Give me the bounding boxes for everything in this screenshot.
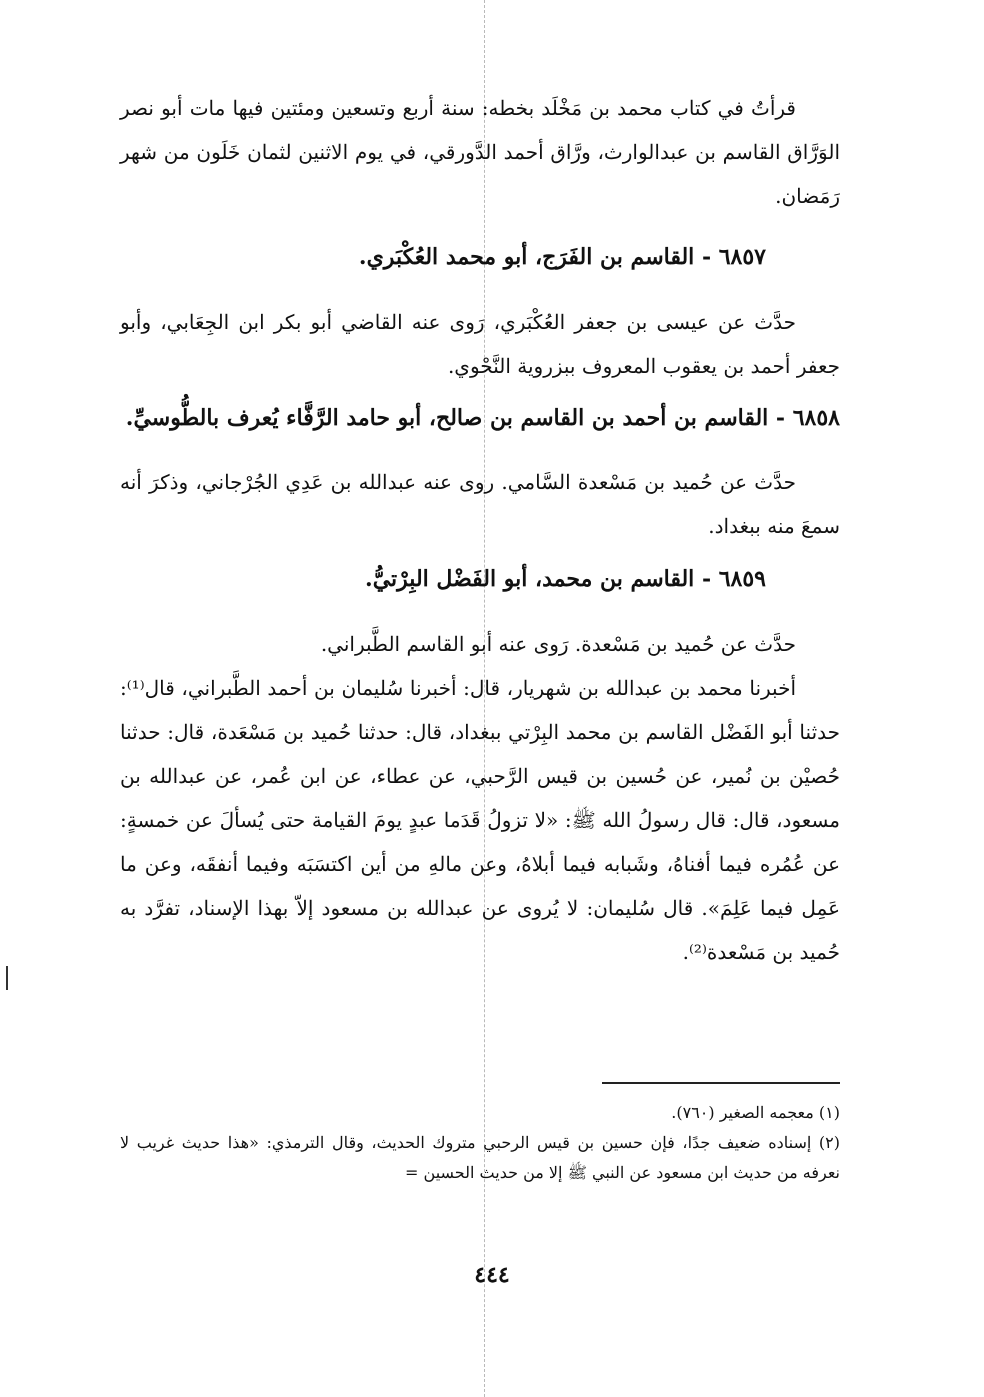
footnote-1: (١) معجمه الصغير (٧٦٠). [671, 1103, 840, 1122]
footnote-2: (٢) إسناده ضعيف جدًا، فإن حسين بن قيس الرحبي متروك الحديث، وقال الترمذي: «هذا حديث غريب لا نعرفه من حديث ابن مسعود عن النبي ﷺ إلا من حديث الحسين = [120, 1133, 840, 1182]
main-text [120, 86, 840, 974]
footnote-divider [602, 1082, 840, 1084]
entry-heading-6859: ٦٨٥٩ - القاسم بن محمد، أبو الفَضْل البِرْتيُّ. [365, 566, 766, 592]
page-number: ٤٤٤ [474, 1262, 510, 1288]
paragraph-hadith: أخبرنا محمد بن عبدالله بن شهريار، قال: أخبرنا سُليمان بن أحمد الطَّبراني، قال⁽¹⁾: حدثنا أبو الفَضْل القاسم بن محمد البِرْتي ببغداد، قال: حدثنا حُميد بن مَسْعَدة، قال: حدثنا حُصيْن بن نُمير، عن حُسين بن قيس الرَّحبي، عن عطاء، عن ابن عُمر، عن عبدالله بن مسعود، قال: قال رسولُ الله ﷺ: «لا تزولُ قَدَما عبدٍ يومَ القيامة حتى يُسألَ عن خمسةٍ: عن عُمُره فيما أفناهُ، وشَبابه فيما أبلاهُ، وعن مالهِ من أين اكتسَبَه وفيما أنفقَه، وعن ما عَمِل فيما عَلِمَ». قال سُليمان: لا يُروى عن عبدالله بن مسعود إلاّ بهذا الإسناد، تفرَّد به حُميد بن مَسْعدة⁽²⁾. [120, 676, 840, 964]
paragraph-entry-6858: حدَّث عن حُميد بن مَسْعدة السَّامي. روى عنه عبدالله بن عَدِي الجُرْجاني، وذكرَ أنه سمعَ منه ببغداد. [120, 470, 840, 538]
paragraph-entry-6857: حدَّث عن عيسى بن جعفر العُكْبَري، رَوى عنه القاضي أبو بكر ابن الجِعَابي، وأبو جعفر أحمد بن يعقوب المعروف ببزروية النَّحْوي. [120, 310, 840, 378]
paragraph-quote-makhlad: قرأتُ في كتاب محمد بن مَخْلَد بخطه: سنة أربع وتسعين ومئتين فيها مات أبو نصر الوَرَّاق القاسم بن عبدالوارث، ورَّاق أحمد الدَّورقي، في يوم الاثنين لثمان خَلَون من شهر رَمَضان. [120, 96, 840, 208]
entry-heading-6858: ٦٨٥٨ - القاسم بن أحمد بن القاسم بن صالح، أبو حامد الرَّفَّاء يُعرف بالطُّوسيِّ. [125, 405, 840, 431]
paragraph-entry-6859: حدَّث عن حُميد بن مَسْعدة. رَوى عنه أبو القاسم الطَّبراني. [320, 632, 796, 656]
margin-tick-mark [6, 966, 8, 990]
entry-heading-6857: ٦٨٥٧ - القاسم بن الفَرَج، أبو محمد العُكْبَري. [358, 244, 766, 270]
footnotes [120, 1082, 840, 1188]
